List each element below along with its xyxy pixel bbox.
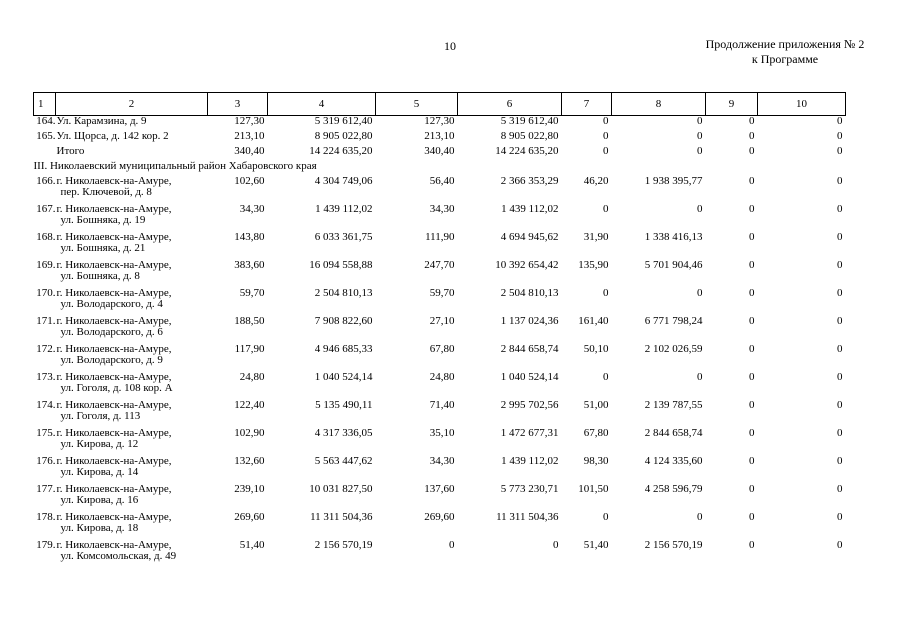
address-cell bbox=[56, 131, 208, 146]
row-number bbox=[34, 146, 56, 161]
value-cell-c5: 27,10 bbox=[429, 315, 455, 327]
value-cell-c10: 0 bbox=[837, 175, 843, 187]
section-row bbox=[34, 161, 846, 176]
column-number: 7 bbox=[562, 93, 612, 116]
value-cell-c3: 117,90 bbox=[234, 343, 265, 355]
appendix-note bbox=[690, 37, 880, 67]
value-cell-c3: 102,90 bbox=[234, 427, 265, 439]
value-cell-c9: 0 bbox=[749, 287, 755, 299]
value-cell-c6: 2 366 353,29 bbox=[500, 175, 559, 187]
value-cell-c5: 247,70 bbox=[424, 259, 455, 271]
value-cell-c4: 5 135 490,11 bbox=[315, 399, 373, 411]
value-cell-c7: 0 bbox=[603, 371, 609, 383]
value-cell-c7: 0 bbox=[603, 130, 609, 142]
value-cell-c7: 67,80 bbox=[583, 427, 609, 439]
table-row bbox=[34, 131, 846, 146]
value-cell-c4: 5 563 447,62 bbox=[314, 455, 373, 467]
address-cell bbox=[56, 372, 208, 400]
value-cell-c10: 0 bbox=[837, 483, 843, 495]
value-cell-c5: 127,30 bbox=[424, 115, 455, 127]
value-cell-c5: 35,10 bbox=[429, 427, 455, 439]
value-cell-c3: 59,70 bbox=[239, 287, 265, 299]
value-cell-c6: 1 040 524,14 bbox=[500, 371, 559, 383]
table-row bbox=[34, 344, 846, 372]
value-cell-c6: 1 439 112,02 bbox=[501, 203, 559, 215]
value-cell-c6: 0 bbox=[553, 539, 559, 551]
value-cell-c9: 0 bbox=[749, 399, 755, 411]
value-cell-c4: 8 905 022,80 bbox=[314, 130, 373, 142]
value-cell-c8: 2 139 787,55 bbox=[644, 399, 703, 411]
value-cell-c6: 8 905 022,80 bbox=[500, 130, 559, 142]
row-number: 174. bbox=[36, 399, 56, 411]
value-cell-c5: 34,30 bbox=[429, 203, 455, 215]
address-line1: г. Николаевск-на-Амуре, bbox=[56, 371, 172, 383]
value-cell-c5: 67,80 bbox=[429, 343, 455, 355]
row-number: 164. bbox=[36, 115, 56, 127]
value-cell-c8: 0 bbox=[697, 203, 703, 215]
address-cell bbox=[56, 232, 208, 260]
value-cell-c5: 56,40 bbox=[429, 175, 455, 187]
value-cell-c9: 0 bbox=[749, 315, 755, 327]
column-number: 9 bbox=[706, 93, 758, 116]
value-cell-c10: 0 bbox=[837, 287, 843, 299]
row-number: 166. bbox=[36, 175, 56, 187]
value-cell-c8: 1 938 395,77 bbox=[644, 175, 703, 187]
value-cell-c5: 213,10 bbox=[424, 130, 455, 142]
address-cell bbox=[56, 288, 208, 316]
row-number: 179. bbox=[36, 539, 56, 551]
value-cell-c8: 1 338 416,13 bbox=[644, 231, 703, 243]
address-line1: г. Николаевск-на-Амуре, bbox=[56, 511, 172, 523]
value-cell-c10: 0 bbox=[837, 455, 843, 467]
value-cell-c5: 340,40 bbox=[424, 145, 455, 157]
value-cell-c10: 0 bbox=[837, 315, 843, 327]
value-cell-c8: 0 bbox=[697, 130, 703, 142]
address-cell bbox=[56, 428, 208, 456]
table-row bbox=[34, 316, 846, 344]
value-cell-c3: 34,30 bbox=[239, 203, 265, 215]
value-cell-c4: 16 094 558,88 bbox=[309, 259, 373, 271]
column-number: 6 bbox=[458, 93, 562, 116]
value-cell-c6: 4 694 945,62 bbox=[500, 231, 559, 243]
value-cell-c5: 269,60 bbox=[424, 511, 455, 523]
column-number-row bbox=[34, 93, 846, 116]
value-cell-c4: 14 224 635,20 bbox=[309, 145, 373, 157]
value-cell-c6: 2 504 810,13 bbox=[500, 287, 559, 299]
address-line1: г. Николаевск-на-Амуре, bbox=[56, 399, 172, 411]
value-cell-c6: 5 319 612,40 bbox=[500, 115, 559, 127]
value-cell-c7: 135,90 bbox=[578, 259, 609, 271]
table-row bbox=[34, 116, 846, 132]
value-cell-c10: 0 bbox=[837, 343, 843, 355]
column-number: 3 bbox=[208, 93, 268, 116]
value-cell-c4: 6 033 361,75 bbox=[314, 231, 373, 243]
value-cell-c6: 11 311 504,36 bbox=[496, 511, 559, 523]
value-cell-c8: 2 102 026,59 bbox=[644, 343, 703, 355]
value-cell-c3: 143,80 bbox=[234, 231, 265, 243]
value-cell-c10: 0 bbox=[837, 511, 843, 523]
value-cell-c7: 51,00 bbox=[583, 399, 609, 411]
address-line2: ул. Володарского, д. 6 bbox=[60, 326, 163, 338]
value-cell-c8: 4 124 335,60 bbox=[644, 455, 703, 467]
address-line1: г. Николаевск-на-Амуре, bbox=[56, 427, 172, 439]
page-number: 10 bbox=[444, 39, 456, 53]
section-title: III. Николаевский муниципальный район Хабаровского края bbox=[33, 160, 317, 172]
address-line2: ул. Комсомольская, д. 49 bbox=[60, 550, 177, 562]
table-row bbox=[34, 204, 846, 232]
column-number: 5 bbox=[376, 93, 458, 116]
address-line1: г. Николаевск-на-Амуре, bbox=[56, 539, 172, 551]
value-cell-c5: 137,60 bbox=[424, 483, 455, 495]
row-number: 165. bbox=[36, 130, 56, 142]
address-line1: Итого bbox=[56, 145, 85, 157]
row-number: 173. bbox=[36, 371, 56, 383]
address-cell bbox=[56, 344, 208, 372]
value-cell-c8: 0 bbox=[697, 511, 703, 523]
value-cell-c8: 4 258 596,79 bbox=[644, 483, 703, 495]
value-cell-c10: 0 bbox=[837, 427, 843, 439]
value-cell-c10: 0 bbox=[837, 259, 843, 271]
value-cell-c8: 0 bbox=[697, 287, 703, 299]
value-cell-c9: 0 bbox=[749, 427, 755, 439]
value-cell-c5: 111,90 bbox=[425, 231, 455, 243]
table-row bbox=[34, 540, 846, 568]
address-line2: ул. Кирова, д. 18 bbox=[60, 522, 139, 534]
value-cell-c7: 0 bbox=[603, 115, 609, 127]
table-row bbox=[34, 288, 846, 316]
table-row bbox=[34, 146, 846, 161]
table-row bbox=[34, 400, 846, 428]
value-cell-c4: 1 040 524,14 bbox=[314, 371, 373, 383]
address-line2: ул. Бошняка, д. 8 bbox=[60, 270, 140, 282]
row-number: 175. bbox=[36, 427, 56, 439]
table-body bbox=[34, 93, 846, 569]
value-cell-c6: 2 995 702,56 bbox=[500, 399, 559, 411]
value-cell-c10: 0 bbox=[837, 145, 843, 157]
value-cell-c5: 24,80 bbox=[429, 371, 455, 383]
value-cell-c8: 0 bbox=[697, 145, 703, 157]
address-line2: ул. Володарского, д. 9 bbox=[60, 354, 163, 366]
value-cell-c7: 31,90 bbox=[583, 231, 609, 243]
table-row bbox=[34, 512, 846, 540]
value-cell-c5: 71,40 bbox=[429, 399, 455, 411]
value-cell-c3: 51,40 bbox=[239, 539, 265, 551]
value-cell-c10: 0 bbox=[837, 539, 843, 551]
address-cell bbox=[56, 456, 208, 484]
value-cell-c9: 0 bbox=[749, 115, 755, 127]
address-line1: г. Николаевск-на-Амуре, bbox=[56, 483, 172, 495]
value-cell-c4: 2 504 810,13 bbox=[314, 287, 373, 299]
row-number: 167. bbox=[36, 203, 56, 215]
row-number: 170. bbox=[36, 287, 56, 299]
value-cell-c7: 101,50 bbox=[578, 483, 609, 495]
value-cell-c4: 4 946 685,33 bbox=[314, 343, 373, 355]
row-number: 177. bbox=[36, 483, 56, 495]
row-number: 172. bbox=[36, 343, 56, 355]
value-cell-c3: 213,10 bbox=[234, 130, 265, 142]
address-line2: ул. Гоголя, д. 108 кор. А bbox=[60, 382, 173, 394]
value-cell-c9: 0 bbox=[749, 203, 755, 215]
value-cell-c10: 0 bbox=[837, 203, 843, 215]
address-cell bbox=[56, 484, 208, 512]
table-row bbox=[34, 372, 846, 400]
housing-table bbox=[33, 92, 846, 568]
value-cell-c3: 269,60 bbox=[234, 511, 265, 523]
value-cell-c3: 102,60 bbox=[234, 175, 265, 187]
value-cell-c7: 50,10 bbox=[583, 343, 609, 355]
row-number: 176. bbox=[36, 455, 56, 467]
address-line1: г. Николаевск-на-Амуре, bbox=[56, 315, 172, 327]
value-cell-c3: 24,80 bbox=[239, 371, 265, 383]
address-line1: г. Николаевск-на-Амуре, bbox=[56, 231, 172, 243]
value-cell-c9: 0 bbox=[749, 455, 755, 467]
table-row bbox=[34, 484, 846, 512]
address-line2: пер. Ключевой, д. 8 bbox=[60, 186, 152, 198]
value-cell-c6: 1 137 024,36 bbox=[500, 315, 559, 327]
address-line2: ул. Гоголя, д. 113 bbox=[60, 410, 141, 422]
address-line2: ул. Кирова, д. 12 bbox=[60, 438, 139, 450]
address-line2: ул. Володарского, д. 4 bbox=[60, 298, 163, 310]
address-cell bbox=[56, 316, 208, 344]
value-cell-c9: 0 bbox=[749, 511, 755, 523]
value-cell-c6: 2 844 658,74 bbox=[500, 343, 559, 355]
table-row bbox=[34, 456, 846, 484]
value-cell-c8: 2 844 658,74 bbox=[644, 427, 703, 439]
value-cell-c4: 10 031 827,50 bbox=[309, 483, 373, 495]
address-line1: г. Николаевск-на-Амуре, bbox=[56, 175, 172, 187]
value-cell-c6: 1 472 677,31 bbox=[500, 427, 559, 439]
address-cell bbox=[56, 540, 208, 568]
value-cell-c10: 0 bbox=[837, 231, 843, 243]
value-cell-c3: 239,10 bbox=[234, 483, 265, 495]
column-number: 4 bbox=[268, 93, 376, 116]
appendix-note-line1: Продолжение приложения № 2 bbox=[705, 37, 865, 51]
value-cell-c9: 0 bbox=[749, 175, 755, 187]
address-line2: ул. Кирова, д. 16 bbox=[60, 494, 139, 506]
value-cell-c10: 0 bbox=[837, 399, 843, 411]
row-number: 171. bbox=[36, 315, 56, 327]
address-line1: г. Николаевск-на-Амуре, bbox=[56, 203, 172, 215]
address-line1: Ул. Карамзина, д. 9 bbox=[56, 115, 147, 127]
value-cell-c10: 0 bbox=[837, 371, 843, 383]
address-line1: г. Николаевск-на-Амуре, bbox=[56, 287, 172, 299]
row-number: 178. bbox=[36, 511, 56, 523]
value-cell-c3: 188,50 bbox=[234, 315, 265, 327]
address-line2: ул. Бошняка, д. 21 bbox=[60, 242, 146, 254]
address-cell bbox=[56, 512, 208, 540]
table-row bbox=[34, 176, 846, 204]
address-cell bbox=[56, 400, 208, 428]
value-cell-c7: 98,30 bbox=[583, 455, 609, 467]
value-cell-c3: 122,40 bbox=[234, 399, 265, 411]
address-line1: г. Николаевск-на-Амуре, bbox=[56, 455, 172, 467]
address-cell bbox=[56, 146, 208, 161]
address-cell bbox=[56, 204, 208, 232]
value-cell-c8: 0 bbox=[697, 371, 703, 383]
value-cell-c4: 11 311 504,36 bbox=[310, 511, 373, 523]
row-number: 168. bbox=[36, 231, 56, 243]
address-cell bbox=[56, 116, 208, 132]
value-cell-c5: 34,30 bbox=[429, 455, 455, 467]
value-cell-c7: 0 bbox=[603, 511, 609, 523]
value-cell-c3: 127,30 bbox=[234, 115, 265, 127]
value-cell-c3: 383,60 bbox=[234, 259, 265, 271]
value-cell-c9: 0 bbox=[749, 483, 755, 495]
table-row bbox=[34, 260, 846, 288]
value-cell-c4: 2 156 570,19 bbox=[314, 539, 373, 551]
value-cell-c6: 10 392 654,42 bbox=[495, 259, 559, 271]
address-cell bbox=[56, 260, 208, 288]
address-line1: г. Николаевск-на-Амуре, bbox=[56, 259, 172, 271]
value-cell-c9: 0 bbox=[749, 371, 755, 383]
value-cell-c8: 0 bbox=[697, 115, 703, 127]
value-cell-c3: 132,60 bbox=[234, 455, 265, 467]
value-cell-c4: 7 908 822,60 bbox=[314, 315, 373, 327]
value-cell-c8: 2 156 570,19 bbox=[644, 539, 703, 551]
value-cell-c3: 340,40 bbox=[234, 145, 265, 157]
address-line1: Ул. Щорса, д. 142 кор. 2 bbox=[56, 130, 169, 142]
value-cell-c9: 0 bbox=[749, 231, 755, 243]
value-cell-c7: 0 bbox=[603, 145, 609, 157]
appendix-note-line2: к Программе bbox=[751, 52, 819, 66]
value-cell-c6: 14 224 635,20 bbox=[495, 145, 559, 157]
value-cell-c9: 0 bbox=[749, 539, 755, 551]
value-cell-c4: 4 304 749,06 bbox=[314, 175, 373, 187]
value-cell-c7: 46,20 bbox=[583, 175, 609, 187]
column-number: 8 bbox=[612, 93, 706, 116]
value-cell-c9: 0 bbox=[749, 343, 755, 355]
address-line1: г. Николаевск-на-Амуре, bbox=[56, 343, 172, 355]
value-cell-c9: 0 bbox=[749, 130, 755, 142]
column-number: 10 bbox=[758, 93, 846, 116]
value-cell-c6: 5 773 230,71 bbox=[500, 483, 559, 495]
value-cell-c4: 1 439 112,02 bbox=[315, 203, 373, 215]
value-cell-c8: 5 701 904,46 bbox=[644, 259, 703, 271]
value-cell-c9: 0 bbox=[749, 145, 755, 157]
column-number: 1 bbox=[34, 93, 56, 116]
value-cell-c8: 6 771 798,24 bbox=[644, 315, 703, 327]
value-cell-c10: 0 bbox=[837, 130, 843, 142]
address-line2: ул. Бошняка, д. 19 bbox=[60, 214, 146, 226]
table-row bbox=[34, 428, 846, 456]
value-cell-c5: 59,70 bbox=[429, 287, 455, 299]
table-row bbox=[34, 232, 846, 260]
value-cell-c7: 0 bbox=[603, 287, 609, 299]
value-cell-c7: 161,40 bbox=[578, 315, 609, 327]
value-cell-c4: 4 317 336,05 bbox=[314, 427, 373, 439]
value-cell-c7: 51,40 bbox=[583, 539, 609, 551]
value-cell-c9: 0 bbox=[749, 259, 755, 271]
value-cell-c6: 1 439 112,02 bbox=[501, 455, 559, 467]
value-cell-c4: 5 319 612,40 bbox=[314, 115, 373, 127]
address-line2: ул. Кирова, д. 14 bbox=[60, 466, 139, 478]
value-cell-c10: 0 bbox=[837, 115, 843, 127]
address-cell bbox=[56, 176, 208, 204]
column-number: 2 bbox=[56, 93, 208, 116]
value-cell-c5: 0 bbox=[449, 539, 455, 551]
value-cell-c7: 0 bbox=[603, 203, 609, 215]
row-number: 169. bbox=[36, 259, 56, 271]
